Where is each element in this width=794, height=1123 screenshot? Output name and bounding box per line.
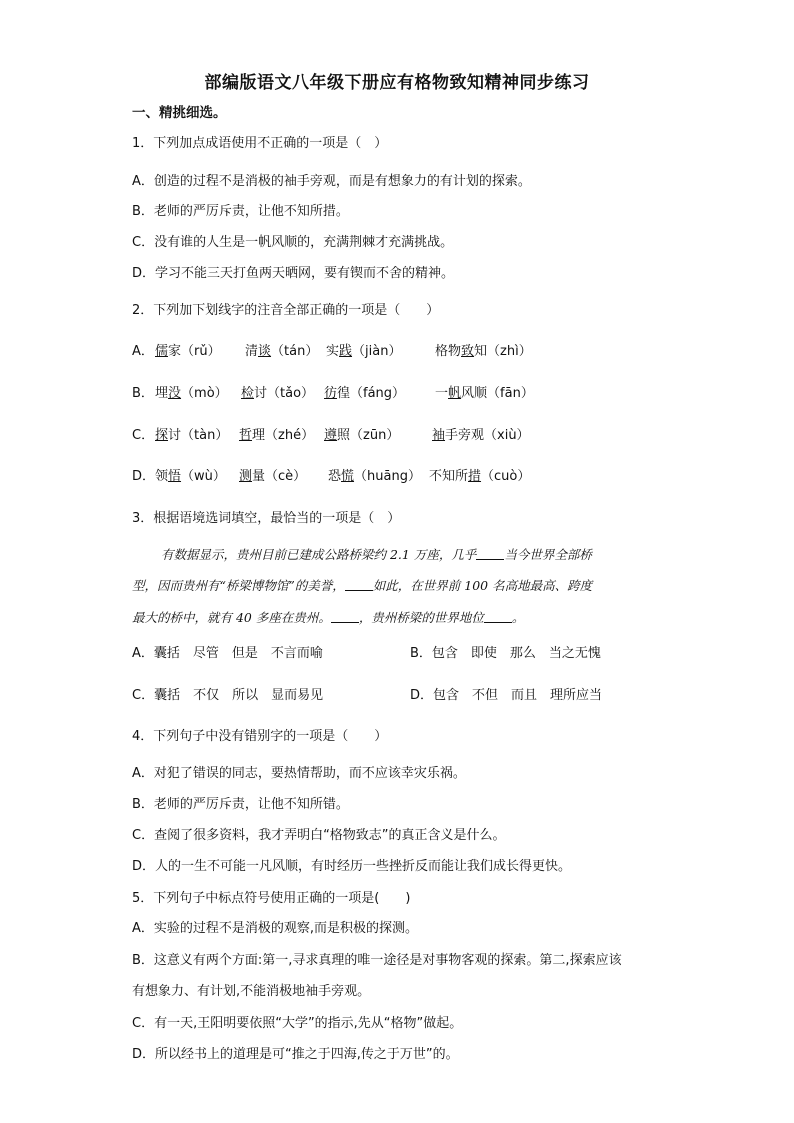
question-4-option-c: C．查阅了很多资料，我才弄明白“格物致志”的真正含义是什么。 <box>132 828 506 843</box>
question-4-option-b: B．老师的严厉斥责，让他不知所错。 <box>132 797 349 812</box>
question-1-option-b: B．老师的严厉斥责，让他不知所措。 <box>132 204 349 219</box>
fill-blank <box>345 578 373 591</box>
pinyin-item: 埋没（mò） <box>155 386 228 401</box>
pinyin-item: 格物致知（zhì） <box>435 344 532 359</box>
fill-blank <box>331 610 359 623</box>
question-3-option-b: B．包含 即使 那么 当之无愧 <box>410 646 601 661</box>
pinyin-item: 测量（cè） <box>239 469 307 484</box>
question-1-option-c: C．没有谁的人生是一帆风顺的，充满荆棘才充满挑战。 <box>132 235 454 250</box>
question-2-stem: 2．下列加下划线字的注音全部正确的一项是（ ） <box>132 303 440 318</box>
pinyin-item: 领悟（wù） <box>155 469 226 484</box>
pinyin-item: 哲理（zhé） <box>239 428 315 443</box>
question-3-option-c: C．囊括 不仅 所以 显而易见 <box>132 688 324 703</box>
pinyin-item: 彷徨（fáng） <box>324 386 406 401</box>
question-1-stem: 1．下列加点成语使用不正确的一项是（ ） <box>132 136 388 151</box>
question-3-passage-line-1: 有数据显示，贵州目前已建成公路桥梁约 2.1 万座，几乎 当今世界全部桥 <box>161 547 592 562</box>
pinyin-item: 检讨（tǎo） <box>241 386 315 401</box>
question-5-option-b-line-1: B．这意义有两个方面:第一,寻求真理的唯一途径是对事物客观的探索。第二,探索应该 <box>132 953 622 968</box>
question-1-option-d: D．学习不能三天打鱼两天晒网，要有锲而不舍的精神。 <box>132 266 455 281</box>
question-5-stem: 5．下列句子中标点符号使用正确的一项是( ) <box>132 891 411 906</box>
pinyin-item: 清谈（tán） <box>245 344 319 359</box>
question-3-option-a: A．囊括 尽管 但是 不言而喻 <box>132 646 323 661</box>
option-label: A． <box>132 344 154 359</box>
question-5-option-d: D．所以经书上的道理是可“推之于四海,传之于万世”的。 <box>132 1047 459 1062</box>
question-5-option-a: A．实验的过程不是消极的观察,而是积极的探测。 <box>132 921 419 936</box>
question-5-option-c: C．有一天,王阳明要依照“大学”的指示,先从“格物”做起。 <box>132 1016 463 1031</box>
option-label: C． <box>132 428 155 443</box>
question-3-passage-line-2: 型，因而贵州有“桥梁博物馆”的美誉， 如此，在世界前 100 名高地最高、跨度 <box>132 578 593 593</box>
question-5-option-b-line-2: 有想象力、有计划,不能消极地袖手旁观。 <box>132 984 371 999</box>
question-4-stem: 4．下列句子中没有错别字的一项是（ ） <box>132 729 388 744</box>
pinyin-item: 实践（jiàn） <box>326 344 402 359</box>
question-4-option-a: A．对犯了错误的同志，要热情帮助，而不应该幸灾乐祸。 <box>132 766 466 781</box>
pinyin-item: 一帆风顺（fān） <box>435 386 534 401</box>
pinyin-item: 不知所措（cuò） <box>429 469 531 484</box>
pinyin-item: 儒家（rǔ） <box>155 344 221 359</box>
pinyin-item: 袖手旁观（xiù） <box>432 428 530 443</box>
fill-blank <box>476 547 504 560</box>
question-3-option-d: D．包含 不但 而且 理所应当 <box>410 688 603 703</box>
pinyin-item: 遵照（zūn） <box>324 428 400 443</box>
pinyin-item: 恐慌（huāng） <box>328 469 421 484</box>
question-3-stem: 3．根据语境选词填空，最恰当的一项是（ ） <box>132 511 401 526</box>
pinyin-item: 探讨（tàn） <box>155 428 229 443</box>
fill-blank <box>484 610 512 623</box>
question-1-option-a: A．创造的过程不是消极的袖手旁观，而是有想象力的有计划的探索。 <box>132 174 531 189</box>
section-heading: 一、精挑细选。 <box>132 105 227 121</box>
option-label: B． <box>132 386 154 401</box>
page-title: 部编版语文八年级下册应有格物致知精神同步练习 <box>204 73 590 93</box>
question-4-option-d: D．人的一生不可能一凡风顺，有时经历一些挫折反而能让我们成长得更快。 <box>132 859 572 874</box>
option-label: D． <box>132 469 156 484</box>
question-3-passage-line-3: 最大的桥中，就有 40 多座在贵州。 ，贵州桥梁的世界地位 。 <box>132 610 525 625</box>
